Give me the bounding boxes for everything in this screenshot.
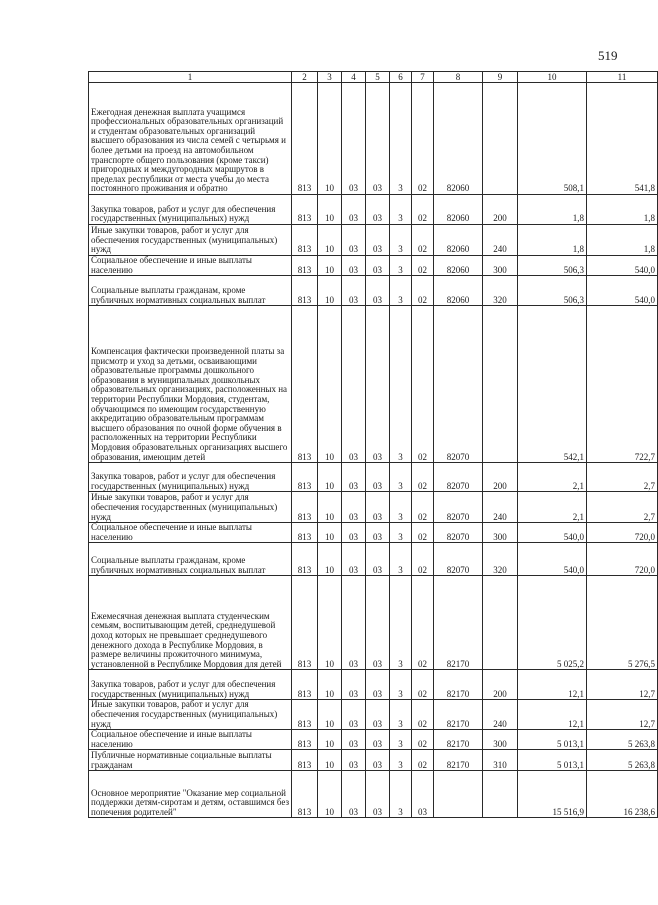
cell-program-code: 03: [366, 463, 390, 492]
cell-amount-year-2: 1,8: [587, 195, 658, 225]
cell-expense-code: 82070: [434, 306, 483, 463]
cell-program-code: 03: [366, 670, 390, 700]
cell-amount-year-2: 16 238,6: [587, 771, 658, 818]
cell-subprogram-code: 3: [390, 195, 412, 225]
cell-event-code: 02: [412, 700, 434, 730]
column-header-5: 5: [366, 72, 390, 83]
cell-subsection-code: 03: [342, 492, 366, 523]
cell-program-code: 03: [366, 730, 390, 750]
cell-event-code: 02: [412, 576, 434, 670]
cell-description: Ежемесячная денежная выплата студенческим семьям, воспитывающим детей, среднедушевой доход которых не превышает среднедушевого денежного дохода в Республике Мордовия, в размере величины прожиточного минимума, установленной в Республике Мордовия для детей: [89, 576, 292, 670]
cell-expense-code: 82060: [434, 276, 483, 306]
cell-event-code: 02: [412, 463, 434, 492]
cell-subsection-code: 03: [342, 750, 366, 771]
cell-amount-year-1: 12,1: [518, 700, 587, 730]
cell-amount-year-1: 1,8: [518, 225, 587, 256]
table-row: [89, 670, 658, 700]
cell-program-code: 03: [366, 543, 390, 576]
budget-table-body: [89, 72, 658, 818]
table-row: [89, 306, 658, 463]
cell-amount-year-2: 540,0: [587, 276, 658, 306]
cell-amount-year-1: 540,0: [518, 523, 587, 543]
cell-expense-code: 82070: [434, 523, 483, 543]
cell-subsection-code: 03: [342, 225, 366, 256]
cell-expense-type: 200: [483, 463, 518, 492]
cell-expense-code: 82060: [434, 225, 483, 256]
cell-section-code: 10: [318, 523, 342, 543]
cell-amount-year-2: 2,7: [587, 492, 658, 523]
cell-subsection-code: 03: [342, 730, 366, 750]
cell-description: Социальное обеспечение и иные выплаты населению: [89, 256, 292, 276]
cell-amount-year-1: 2,1: [518, 463, 587, 492]
column-header-11: 11: [587, 72, 658, 83]
cell-subsection-code: 03: [342, 463, 366, 492]
cell-event-code: 02: [412, 83, 434, 195]
cell-ministry-code: 813: [292, 750, 318, 771]
cell-amount-year-1: 506,3: [518, 256, 587, 276]
cell-description: Социальное обеспечение и иные выплаты населению: [89, 730, 292, 750]
cell-section-code: 10: [318, 670, 342, 700]
cell-description: Публичные нормативные социальные выплаты гражданам: [89, 750, 292, 771]
cell-program-code: 03: [366, 492, 390, 523]
cell-amount-year-2: 5 276,5: [587, 576, 658, 670]
cell-expense-type: 200: [483, 195, 518, 225]
cell-amount-year-2: 1,8: [587, 225, 658, 256]
column-header-9: 9: [483, 72, 518, 83]
cell-subprogram-code: 3: [390, 306, 412, 463]
cell-amount-year-1: 540,0: [518, 543, 587, 576]
cell-section-code: 10: [318, 256, 342, 276]
cell-amount-year-2: 722,7: [587, 306, 658, 463]
column-header-2: 2: [292, 72, 318, 83]
cell-expense-code: 82170: [434, 576, 483, 670]
cell-section-code: 10: [318, 543, 342, 576]
cell-expense-code: 82060: [434, 195, 483, 225]
table-header-row: [89, 72, 658, 83]
cell-subsection-code: 03: [342, 700, 366, 730]
cell-expense-code: 82170: [434, 750, 483, 771]
cell-expense-type: [483, 83, 518, 195]
cell-subsection-code: 03: [342, 256, 366, 276]
table-row: [89, 576, 658, 670]
table-row: [89, 83, 658, 195]
cell-expense-type: 300: [483, 730, 518, 750]
cell-ministry-code: 813: [292, 730, 318, 750]
cell-amount-year-1: 2,1: [518, 492, 587, 523]
table-row: [89, 195, 658, 225]
cell-event-code: 02: [412, 750, 434, 771]
cell-expense-type: [483, 576, 518, 670]
cell-ministry-code: 813: [292, 225, 318, 256]
column-header-1: 1: [89, 72, 292, 83]
cell-expense-code: 82070: [434, 492, 483, 523]
cell-event-code: 02: [412, 276, 434, 306]
cell-expense-code: 82060: [434, 256, 483, 276]
cell-section-code: 10: [318, 276, 342, 306]
column-header-10: 10: [518, 72, 587, 83]
cell-amount-year-1: 506,3: [518, 276, 587, 306]
column-header-3: 3: [318, 72, 342, 83]
cell-program-code: 03: [366, 225, 390, 256]
cell-event-code: 02: [412, 670, 434, 700]
cell-section-code: 10: [318, 576, 342, 670]
cell-ministry-code: 813: [292, 83, 318, 195]
cell-subsection-code: 03: [342, 523, 366, 543]
cell-ministry-code: 813: [292, 576, 318, 670]
table-row: [89, 492, 658, 523]
cell-subsection-code: 03: [342, 195, 366, 225]
cell-ministry-code: 813: [292, 771, 318, 818]
cell-description: Компенсация фактически произведенной платы за присмотр и уход за детьми, осваивающими образовательные программы дошкольного образования в муниципальных дошкольных образовательных организациях, расположенных на территории Республики Мордовия, студентам, обучающимся по имеющим государственную аккредитацию образовательным программам высшего образования по очной форме обучения в расположенных на территории Республики Мордовия образовательных организациях высшего образования, имеющим детей: [89, 306, 292, 463]
cell-amount-year-2: 12,7: [587, 700, 658, 730]
cell-event-code: 03: [412, 771, 434, 818]
cell-expense-type: [483, 306, 518, 463]
cell-program-code: 03: [366, 195, 390, 225]
cell-subprogram-code: 3: [390, 523, 412, 543]
cell-ministry-code: 813: [292, 670, 318, 700]
cell-expense-code: 82060: [434, 83, 483, 195]
cell-amount-year-1: 5 025,2: [518, 576, 587, 670]
cell-section-code: 10: [318, 225, 342, 256]
cell-expense-code: 82170: [434, 700, 483, 730]
cell-description: Ежегодная денежная выплата учащимся профессиональных образовательных организаций и студентам образовательных организаций высшего образования из числа семей с четырьмя и более детьми на проезд на автомобильном транспорте общего пользования (кроме такси) пригородных и междугородных маршрутов в пределах республики от места учебы до места постоянного проживания и обратно: [89, 83, 292, 195]
cell-expense-type: 240: [483, 225, 518, 256]
cell-ministry-code: 813: [292, 306, 318, 463]
cell-expense-type: 320: [483, 543, 518, 576]
cell-subprogram-code: 3: [390, 771, 412, 818]
cell-program-code: 03: [366, 771, 390, 818]
cell-description: Иные закупки товаров, работ и услуг для обеспечения государственных (муниципальных) нужд: [89, 492, 292, 523]
cell-subsection-code: 03: [342, 276, 366, 306]
cell-subsection-code: 03: [342, 576, 366, 670]
cell-description: Основное мероприятие "Оказание мер социальной поддержки детям-сиротам и детям, оставшимся без попечения родителей": [89, 771, 292, 818]
cell-program-code: 03: [366, 306, 390, 463]
cell-subprogram-code: 3: [390, 750, 412, 771]
page-number: 519: [598, 48, 618, 63]
table-row: [89, 771, 658, 818]
cell-description: Иные закупки товаров, работ и услуг для обеспечения государственных (муниципальных) нужд: [89, 225, 292, 256]
cell-description: Иные закупки товаров, работ и услуг для обеспечения государственных (муниципальных) нужд: [89, 700, 292, 730]
cell-description: Социальное обеспечение и иные выплаты населению: [89, 523, 292, 543]
cell-event-code: 02: [412, 730, 434, 750]
cell-subprogram-code: 3: [390, 225, 412, 256]
cell-subprogram-code: 3: [390, 730, 412, 750]
cell-section-code: 10: [318, 750, 342, 771]
cell-expense-type: 300: [483, 256, 518, 276]
cell-program-code: 03: [366, 523, 390, 543]
cell-program-code: 03: [366, 576, 390, 670]
cell-ministry-code: 813: [292, 700, 318, 730]
cell-amount-year-2: 540,0: [587, 256, 658, 276]
cell-subprogram-code: 3: [390, 256, 412, 276]
cell-amount-year-2: 5 263,8: [587, 730, 658, 750]
cell-description: Закупка товаров, работ и услуг для обеспечения государственных (муниципальных) нужд: [89, 463, 292, 492]
cell-amount-year-2: 2,7: [587, 463, 658, 492]
cell-subprogram-code: 3: [390, 83, 412, 195]
cell-subprogram-code: 3: [390, 700, 412, 730]
cell-section-code: 10: [318, 195, 342, 225]
cell-expense-type: [483, 771, 518, 818]
column-header-4: 4: [342, 72, 366, 83]
cell-expense-code: 82070: [434, 543, 483, 576]
table-row: [89, 700, 658, 730]
cell-expense-type: 300: [483, 523, 518, 543]
cell-amount-year-2: 12,7: [587, 670, 658, 700]
cell-expense-type: 240: [483, 700, 518, 730]
cell-section-code: 10: [318, 771, 342, 818]
table-row: [89, 256, 658, 276]
cell-amount-year-1: 508,1: [518, 83, 587, 195]
cell-expense-code: 82070: [434, 463, 483, 492]
cell-event-code: 02: [412, 543, 434, 576]
column-header-6: 6: [390, 72, 412, 83]
cell-ministry-code: 813: [292, 195, 318, 225]
table-row: [89, 543, 658, 576]
cell-event-code: 02: [412, 225, 434, 256]
cell-amount-year-1: 542,1: [518, 306, 587, 463]
cell-amount-year-2: 720,0: [587, 543, 658, 576]
cell-ministry-code: 813: [292, 492, 318, 523]
cell-amount-year-1: 5 013,1: [518, 730, 587, 750]
cell-subprogram-code: 3: [390, 543, 412, 576]
cell-event-code: 02: [412, 256, 434, 276]
cell-ministry-code: 813: [292, 256, 318, 276]
table-row: [89, 730, 658, 750]
cell-amount-year-2: 541,8: [587, 83, 658, 195]
cell-section-code: 10: [318, 83, 342, 195]
cell-event-code: 02: [412, 306, 434, 463]
cell-expense-code: 82170: [434, 730, 483, 750]
table-row: [89, 750, 658, 771]
cell-section-code: 10: [318, 730, 342, 750]
cell-amount-year-1: 1,8: [518, 195, 587, 225]
cell-expense-type: 200: [483, 670, 518, 700]
table-row: [89, 463, 658, 492]
cell-program-code: 03: [366, 700, 390, 730]
cell-section-code: 10: [318, 306, 342, 463]
cell-description: Закупка товаров, работ и услуг для обеспечения государственных (муниципальных) нужд: [89, 195, 292, 225]
column-header-7: 7: [412, 72, 434, 83]
cell-ministry-code: 813: [292, 463, 318, 492]
cell-ministry-code: 813: [292, 523, 318, 543]
cell-subprogram-code: 3: [390, 576, 412, 670]
cell-ministry-code: 813: [292, 276, 318, 306]
cell-expense-code: 82170: [434, 670, 483, 700]
cell-description: Социальные выплаты гражданам, кроме публичных нормативных социальных выплат: [89, 276, 292, 306]
column-header-8: 8: [434, 72, 483, 83]
cell-expense-type: 240: [483, 492, 518, 523]
cell-expense-type: 320: [483, 276, 518, 306]
cell-program-code: 03: [366, 83, 390, 195]
cell-subprogram-code: 3: [390, 670, 412, 700]
cell-description: Социальные выплаты гражданам, кроме публичных нормативных социальных выплат: [89, 543, 292, 576]
cell-subsection-code: 03: [342, 83, 366, 195]
cell-event-code: 02: [412, 195, 434, 225]
cell-subsection-code: 03: [342, 670, 366, 700]
cell-subprogram-code: 3: [390, 463, 412, 492]
cell-amount-year-1: 15 516,9: [518, 771, 587, 818]
cell-section-code: 10: [318, 463, 342, 492]
cell-subsection-code: 03: [342, 543, 366, 576]
table-row: [89, 523, 658, 543]
cell-subsection-code: 03: [342, 306, 366, 463]
budget-table: [88, 71, 658, 818]
cell-amount-year-2: 5 263,8: [587, 750, 658, 771]
cell-event-code: 02: [412, 523, 434, 543]
cell-program-code: 03: [366, 276, 390, 306]
cell-subprogram-code: 3: [390, 276, 412, 306]
cell-ministry-code: 813: [292, 543, 318, 576]
cell-amount-year-1: 12,1: [518, 670, 587, 700]
cell-description: Закупка товаров, работ и услуг для обеспечения государственных (муниципальных) нужд: [89, 670, 292, 700]
table-row: [89, 225, 658, 256]
cell-subprogram-code: 3: [390, 492, 412, 523]
cell-amount-year-2: 720,0: [587, 523, 658, 543]
cell-expense-type: 310: [483, 750, 518, 771]
table-row: [89, 276, 658, 306]
cell-section-code: 10: [318, 492, 342, 523]
cell-expense-code: [434, 771, 483, 818]
cell-event-code: 02: [412, 492, 434, 523]
cell-program-code: 03: [366, 256, 390, 276]
cell-section-code: 10: [318, 700, 342, 730]
cell-amount-year-1: 5 013,1: [518, 750, 587, 771]
cell-program-code: 03: [366, 750, 390, 771]
cell-subsection-code: 03: [342, 771, 366, 818]
